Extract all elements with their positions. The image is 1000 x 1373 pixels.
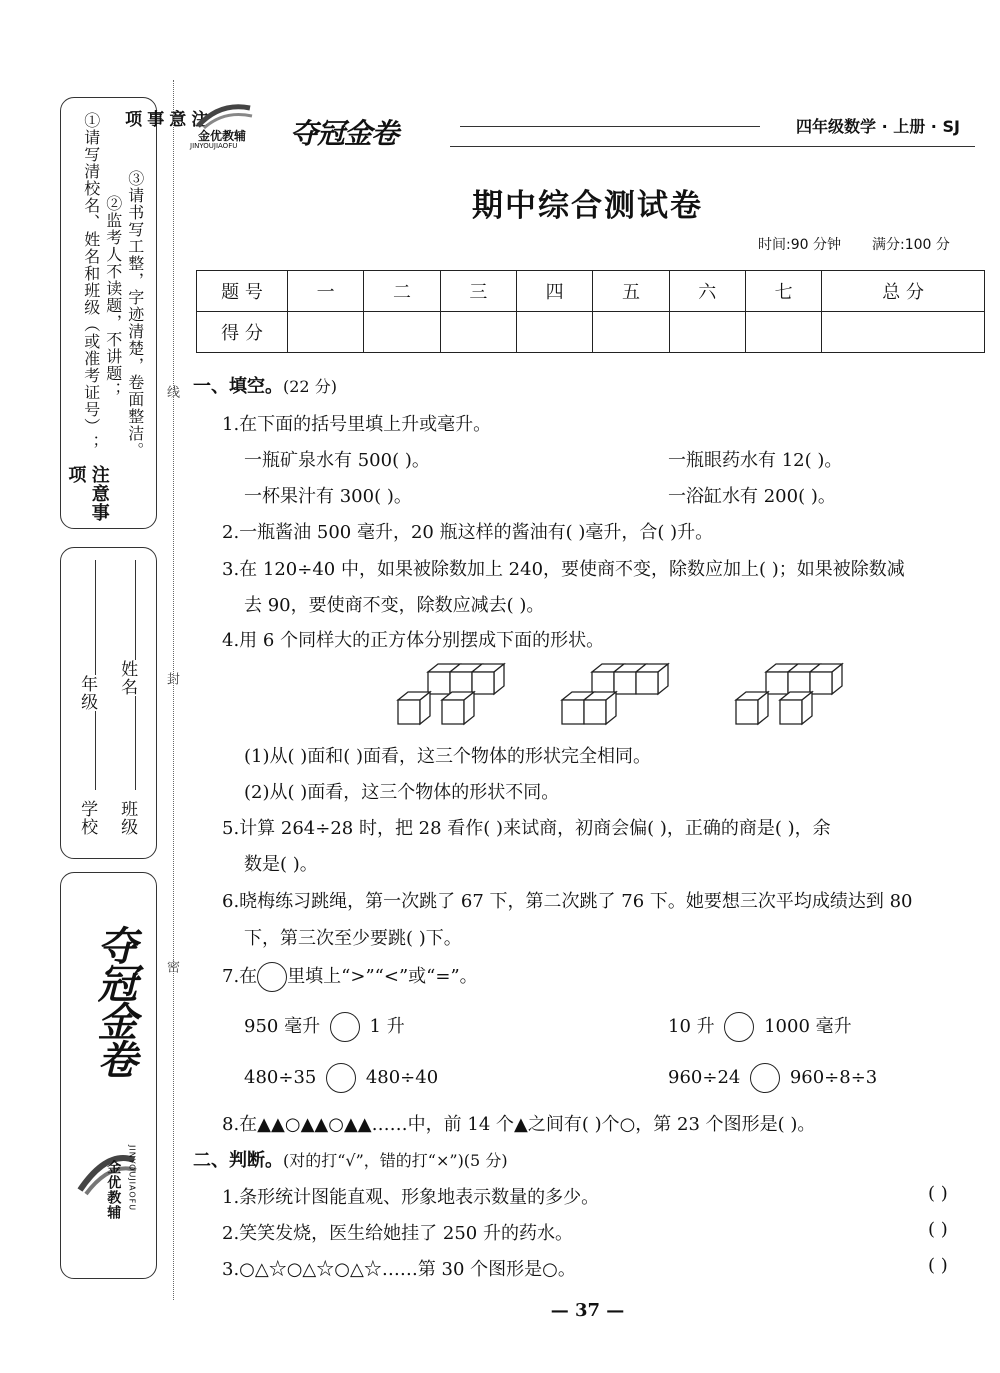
- score-col-7: 七: [745, 271, 821, 312]
- score-cell[interactable]: [822, 312, 985, 353]
- cut-mark-seal: 封: [164, 672, 179, 685]
- score-col-2: 二: [364, 271, 440, 312]
- section2-heading: 二、判断。(对的打“√”，错的打“×”)(5 分): [193, 1150, 508, 1171]
- question-5b: 数是( )。: [244, 854, 318, 875]
- header-brand-pinyin: JINYOUJIAOFU: [190, 142, 238, 150]
- notice-item-1: ①请写清校名、姓名和班级（或准考证号）；: [81, 112, 101, 452]
- score-col-total: 总 分: [822, 271, 985, 312]
- cube-shape-2: [562, 664, 668, 724]
- q1-item-3: 一杯果汁有 300( )。: [244, 486, 412, 507]
- header-rule: [460, 126, 760, 127]
- q1-item-4: 一浴缸水有 200( )。: [668, 486, 836, 507]
- question-3b: 去 90，要使商不变，除数应减去( )。: [244, 595, 545, 616]
- score-col-3: 三: [440, 271, 516, 312]
- section1-heading: 一、填空。(22 分): [193, 376, 337, 397]
- score-col-6: 六: [669, 271, 745, 312]
- margin-logo-title: 夺冠金卷: [91, 925, 137, 1077]
- cube-figures: [390, 660, 850, 730]
- q7-item-2: 10 升 1000 毫升: [668, 1012, 852, 1042]
- field-grade-label: 年级: [77, 675, 98, 711]
- compare-circle-example: [257, 962, 287, 992]
- exam-time: 时间:90 分钟: [758, 237, 841, 253]
- question-1: 1.在下面的括号里填上升或毫升。: [222, 414, 492, 435]
- question-6a: 6.晓梅练习跳绳，第一次跳了 67 下，第二次跳了 76 下。她要想三次平均成绩达到 80: [222, 891, 913, 912]
- notice-item-3: ③请书写工整，字迹清楚，卷面整洁。: [125, 170, 145, 459]
- q7-item-3: 480÷35 480÷40: [244, 1063, 438, 1093]
- question-4a: (1)从( )面和( )面看，这三个物体的形状完全相同。: [244, 746, 652, 767]
- judge-bracket-2[interactable]: ( ): [928, 1219, 948, 1240]
- compare-circle[interactable]: [326, 1063, 356, 1093]
- exam-full-score: 满分:100 分: [872, 237, 950, 253]
- judge-item-1: 1.条形统计图能直观、形象地表示数量的多少。: [222, 1187, 600, 1208]
- score-table-header-row: [197, 271, 985, 312]
- score-cell[interactable]: [516, 312, 592, 353]
- notice-item-2: ②监考人不读题，不讲题；: [103, 195, 123, 399]
- student-info-box: [60, 547, 157, 859]
- score-col-4: 四: [516, 271, 592, 312]
- compare-circle[interactable]: [724, 1012, 754, 1042]
- judge-item-3: 3.○△☆○△☆○△☆……第 30 个图形是○。: [222, 1259, 576, 1280]
- score-cell[interactable]: [745, 312, 821, 353]
- question-4: 4.用 6 个同样大的正方体分别摆成下面的形状。: [222, 630, 605, 651]
- q7-item-4: 960÷24 960÷8÷3: [668, 1063, 877, 1093]
- score-cell[interactable]: [669, 312, 745, 353]
- exam-title: 期中综合测试卷: [472, 188, 703, 224]
- score-table: [196, 270, 985, 353]
- score-col-5: 五: [593, 271, 669, 312]
- question-2: 2.一瓶酱油 500 毫升，20 瓶这样的酱油有( )毫升，合( )升。: [222, 522, 714, 543]
- judge-bracket-3[interactable]: ( ): [928, 1255, 948, 1276]
- cube-shape-3: [736, 664, 842, 724]
- compare-circle[interactable]: [750, 1063, 780, 1093]
- score-cell[interactable]: [364, 312, 440, 353]
- question-6b: 下，第三次至少要跳( )下。: [244, 928, 462, 949]
- score-table-row2-label: 得 分: [197, 312, 288, 353]
- book-stack-icon: [190, 98, 260, 130]
- compare-circle[interactable]: [330, 1012, 360, 1042]
- question-7: 7.在 里填上“>”“<”或“=”。: [222, 962, 478, 992]
- cube-shape-1: [398, 664, 504, 724]
- cut-mark-secret: 密: [164, 960, 179, 973]
- score-cell[interactable]: [593, 312, 669, 353]
- field-class-label: 班级: [117, 800, 138, 836]
- notice-heading: 注意事项: [65, 465, 110, 522]
- margin-logo-brand: 金优教辅: [105, 1160, 122, 1220]
- q1-item-1: 一瓶矿泉水有 500( )。: [244, 450, 430, 471]
- page-number: — 37 —: [550, 1300, 625, 1321]
- question-3a: 3.在 120÷40 中，如果被除数加上 240，要使商不变，除数应加上( )；如果被除数减: [222, 559, 905, 580]
- judge-bracket-1[interactable]: ( ): [928, 1183, 948, 1204]
- q7-item-1: 950 毫升 1 升: [244, 1012, 405, 1042]
- cut-mark-line: 线: [164, 385, 179, 398]
- header-series: 夺冠金卷: [290, 117, 399, 150]
- score-table-row1-label: 题 号: [197, 271, 288, 312]
- margin-logo-pinyin: JINYOUJIAOFU: [127, 1145, 137, 1212]
- question-4b: (2)从( )面看，这三个物体的形状不同。: [244, 782, 560, 803]
- header-rule-lower: [450, 146, 975, 147]
- score-cell[interactable]: [440, 312, 516, 353]
- question-5a: 5.计算 264÷28 时，把 28 看作( )来试商，初商会偏( )，正确的商是( )，余: [222, 818, 831, 839]
- question-8: 8.在▲▲○▲▲○▲▲……中，前 14 个▲之间有( )个○，第 23 个图形是( )。: [222, 1114, 816, 1135]
- header-brand: 金优教辅: [198, 129, 247, 143]
- q1-item-2: 一瓶眼药水有 12( )。: [668, 450, 843, 471]
- judge-item-2: 2.笑笑发烧，医生给她挂了 250 升的药水。: [222, 1223, 573, 1244]
- score-cell[interactable]: [288, 312, 364, 353]
- score-table-score-row: [197, 312, 985, 353]
- field-name-label: 姓名: [117, 660, 138, 696]
- cut-line: [173, 80, 174, 1300]
- field-school-label: 学校: [77, 800, 98, 836]
- score-col-1: 一: [288, 271, 364, 312]
- header-grade-info: 四年级数学 · 上册 · SJ: [796, 117, 960, 136]
